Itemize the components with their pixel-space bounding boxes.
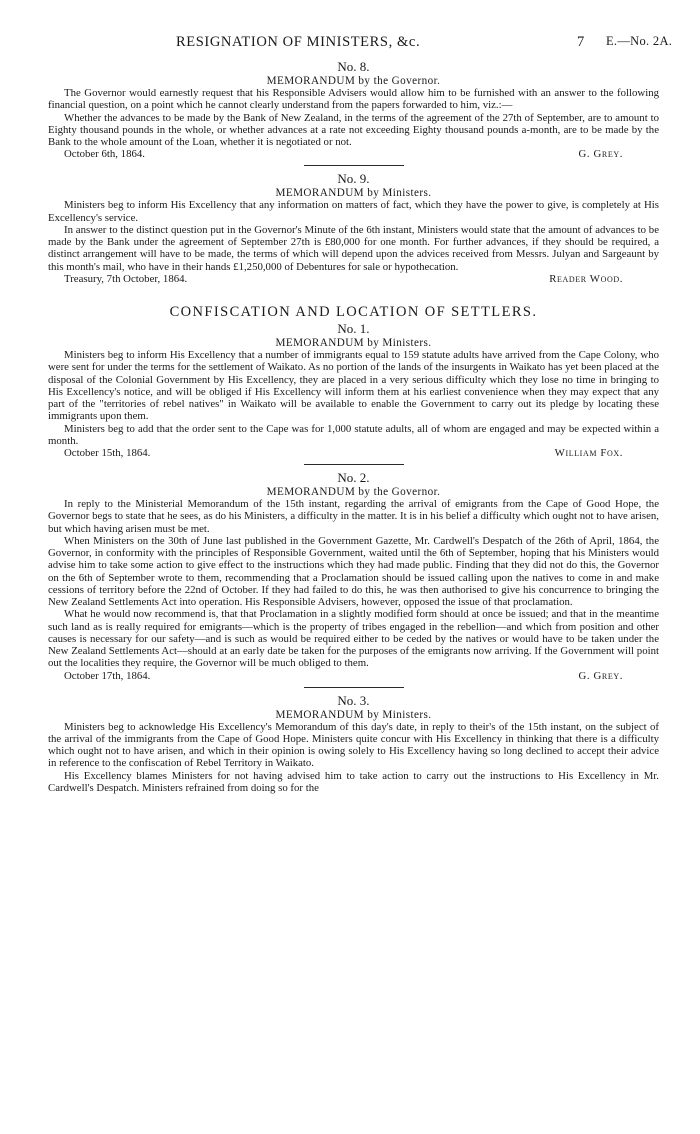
memo-number: No. 8. <box>337 59 370 74</box>
memo-signature-line <box>48 670 659 683</box>
memo-signature: G. Grey. <box>578 669 623 682</box>
memo-number: No. 9. <box>337 171 370 187</box>
paper-reference: E.—No. 2A. <box>606 34 673 48</box>
memo-paragraph: When Ministers on the 30th of June last published in the Government Gazette, Mr. Cardwell's Despatch of the 26th of April, 1864, the Governor, in conformity with the principles of Responsible Government, waited until the 6th of September, hoping that his Ministers would advise him to take some action to give effect to the instructions which they had made public. Finding that they did not do this, the Governor on the 6th of September wrote to them, recommending that a Proclamation should be issued calling upon the natives to come in and make cessions of territory before the 22nd of October. If they had failed to do this, he was then authorised to give his concurrence to bringing the New Zealand Settlements Act into operation. His Responsible Advisers, however, opposed the issue of that proclamation. <box>48 534 659 608</box>
memo-number: No. 2. <box>337 470 370 485</box>
memo-heading: MEMORANDUM by the Governor. <box>266 75 441 87</box>
memo-paragraph: Ministers beg to inform His Excellency that a number of immigrants equal to 159 statute adults have arrived from the Cape Colony, who were sent for under the terms for the settlement of Waikato. As no portion of the lands of the insurgents in Waikato has yet been placed at the disposal of the Colonial Government by His Excellency, they are placed in a very serious difficulty which they lose no time in bringing to His Excellency's notice, and will be obliged if His Excellency will inform them at his earliest convenience when they may expect that any part of the "territories of rebel natives" in Waikato will be available to enable the Government to carry out its pledge by locating these immigrants upon them. <box>48 349 659 423</box>
memo-paragraph: In reply to the Ministerial Memorandum of the 15th instant, regarding the arrival of emigrants from the Cape of Good Hope, the Governor begs to state that he sees, as do his Ministers, a difficulty in the matter. It is in his belief a difficulty which ought not to have arisen, but which having arisen must be met. <box>48 498 659 535</box>
memorandum-no-3 <box>48 694 659 795</box>
memorandum-no-8 <box>48 60 659 166</box>
memo-date: Treasury, 7th October, 1864. <box>64 272 188 285</box>
memo-paragraph: Ministers beg to acknowledge His Excellency's Memorandum of this day's date, in reply to their's of the 15th instant, on the subject of the arrival of the immigrants from the Cape of Good Hope. Ministers quite concur with His Excellency in thinking that there is a difficulty which ought not to have arisen, and which in their opinion is owing solely to His Excellency having so long declined to accept their advice in reference to the confiscation of Rebel Territory in Waikato. <box>48 720 659 770</box>
memo-heading: MEMORANDUM by Ministers. <box>275 708 432 721</box>
separator-rule <box>304 464 404 465</box>
memo-paragraph: The Governor would earnestly request that his Responsible Advisers would allow him to be furnished with an answer to the following financial question, on a point which he cannot clearly understand from the papers forwarded to him, viz.:— <box>48 87 659 112</box>
page-number: 7 <box>577 34 585 50</box>
memo-paragraph: Whether the advances to be made by the Bank of New Zealand, in the terms of the agreement of the 27th of September, are to amount to Eighty thousand pounds in the whole, or whether advances at a rate not exceeding Eighty thousand pounds a-month, are to be made by the Bank to the whole amount of the Loan, whether it is negotiated or not. <box>48 111 659 148</box>
memo-paragraph: Ministers beg to add that the order sent to the Cape was for 1,000 statute adults, all of whom are engaged and may be expected within a month. <box>48 422 659 447</box>
memorandum-no-9 <box>48 172 659 286</box>
memo-signature-line <box>48 148 659 161</box>
memo-signature-line <box>48 447 659 460</box>
memo-paragraph: His Excellency blames Ministers for not having advised him to take action to carry out the instructions to His Excellency in Mr. Cardwell's Despatch. Ministers refrained from doing so for the <box>48 769 659 794</box>
memo-signature: William Fox. <box>554 447 623 459</box>
running-title: RESIGNATION OF MINISTERS, &c. <box>176 34 421 50</box>
page-body <box>48 58 659 794</box>
memo-date: October 15th, 1864. <box>64 447 151 459</box>
separator-rule <box>304 687 404 688</box>
memo-number: No. 1. <box>337 321 370 336</box>
memo-heading: MEMORANDUM by the Governor. <box>266 486 441 498</box>
running-header <box>0 34 700 54</box>
separator-rule <box>304 165 404 166</box>
memo-date: October 6th, 1864. <box>64 148 145 161</box>
memorandum-no-1 <box>48 322 659 465</box>
memo-paragraph: What he would now recommend is, that that Proclamation in a slightly modified form should at once be issued; and that in the meantime such land as is really required for emigrants—which is the property of tribes engaged in the rebellion—and which from position and other causes is necessary for our safety—and is such as would be required either to be ceded by the natives or would have to be taken under the New Zealand Settlements Act—should at an early date be taken for the purposes of the emigrants now arriving. If the Government will point out the localities they require, the Governor will be much obliged to them. <box>48 608 659 670</box>
memo-signature: G. Grey. <box>578 148 623 161</box>
section-title: CONFISCATION AND LOCATION OF SETTLERS. <box>169 303 538 320</box>
memo-paragraph: Ministers beg to inform His Excellency that any information on matters of fact, which they have the power to give, is completely at His Excellency's service. <box>48 199 659 224</box>
memo-heading: MEMORANDUM by Ministers. <box>275 187 432 200</box>
memo-number: No. 3. <box>337 692 370 708</box>
memo-signature-line <box>48 273 659 286</box>
memo-heading: MEMORANDUM by Ministers. <box>275 337 432 349</box>
memorandum-no-2 <box>48 471 659 688</box>
memo-paragraph: In answer to the distinct question put in the Governor's Minute of the 6th instant, Ministers would state that the amount of advances to be made by the Bank under the agreement of September 27th is £80,000 for one month. For further advances, if they should be required, a distinct arrangement will have to be made, the terms of which will depend upon the advices received from Messrs. Julyan and Sargeaunt by this month's mail, who have in their hands £1,250,000 of Debentures for sale or hypothecation. <box>48 223 659 273</box>
memo-signature: Reader Wood. <box>549 272 623 285</box>
memo-date: October 17th, 1864. <box>64 669 151 682</box>
